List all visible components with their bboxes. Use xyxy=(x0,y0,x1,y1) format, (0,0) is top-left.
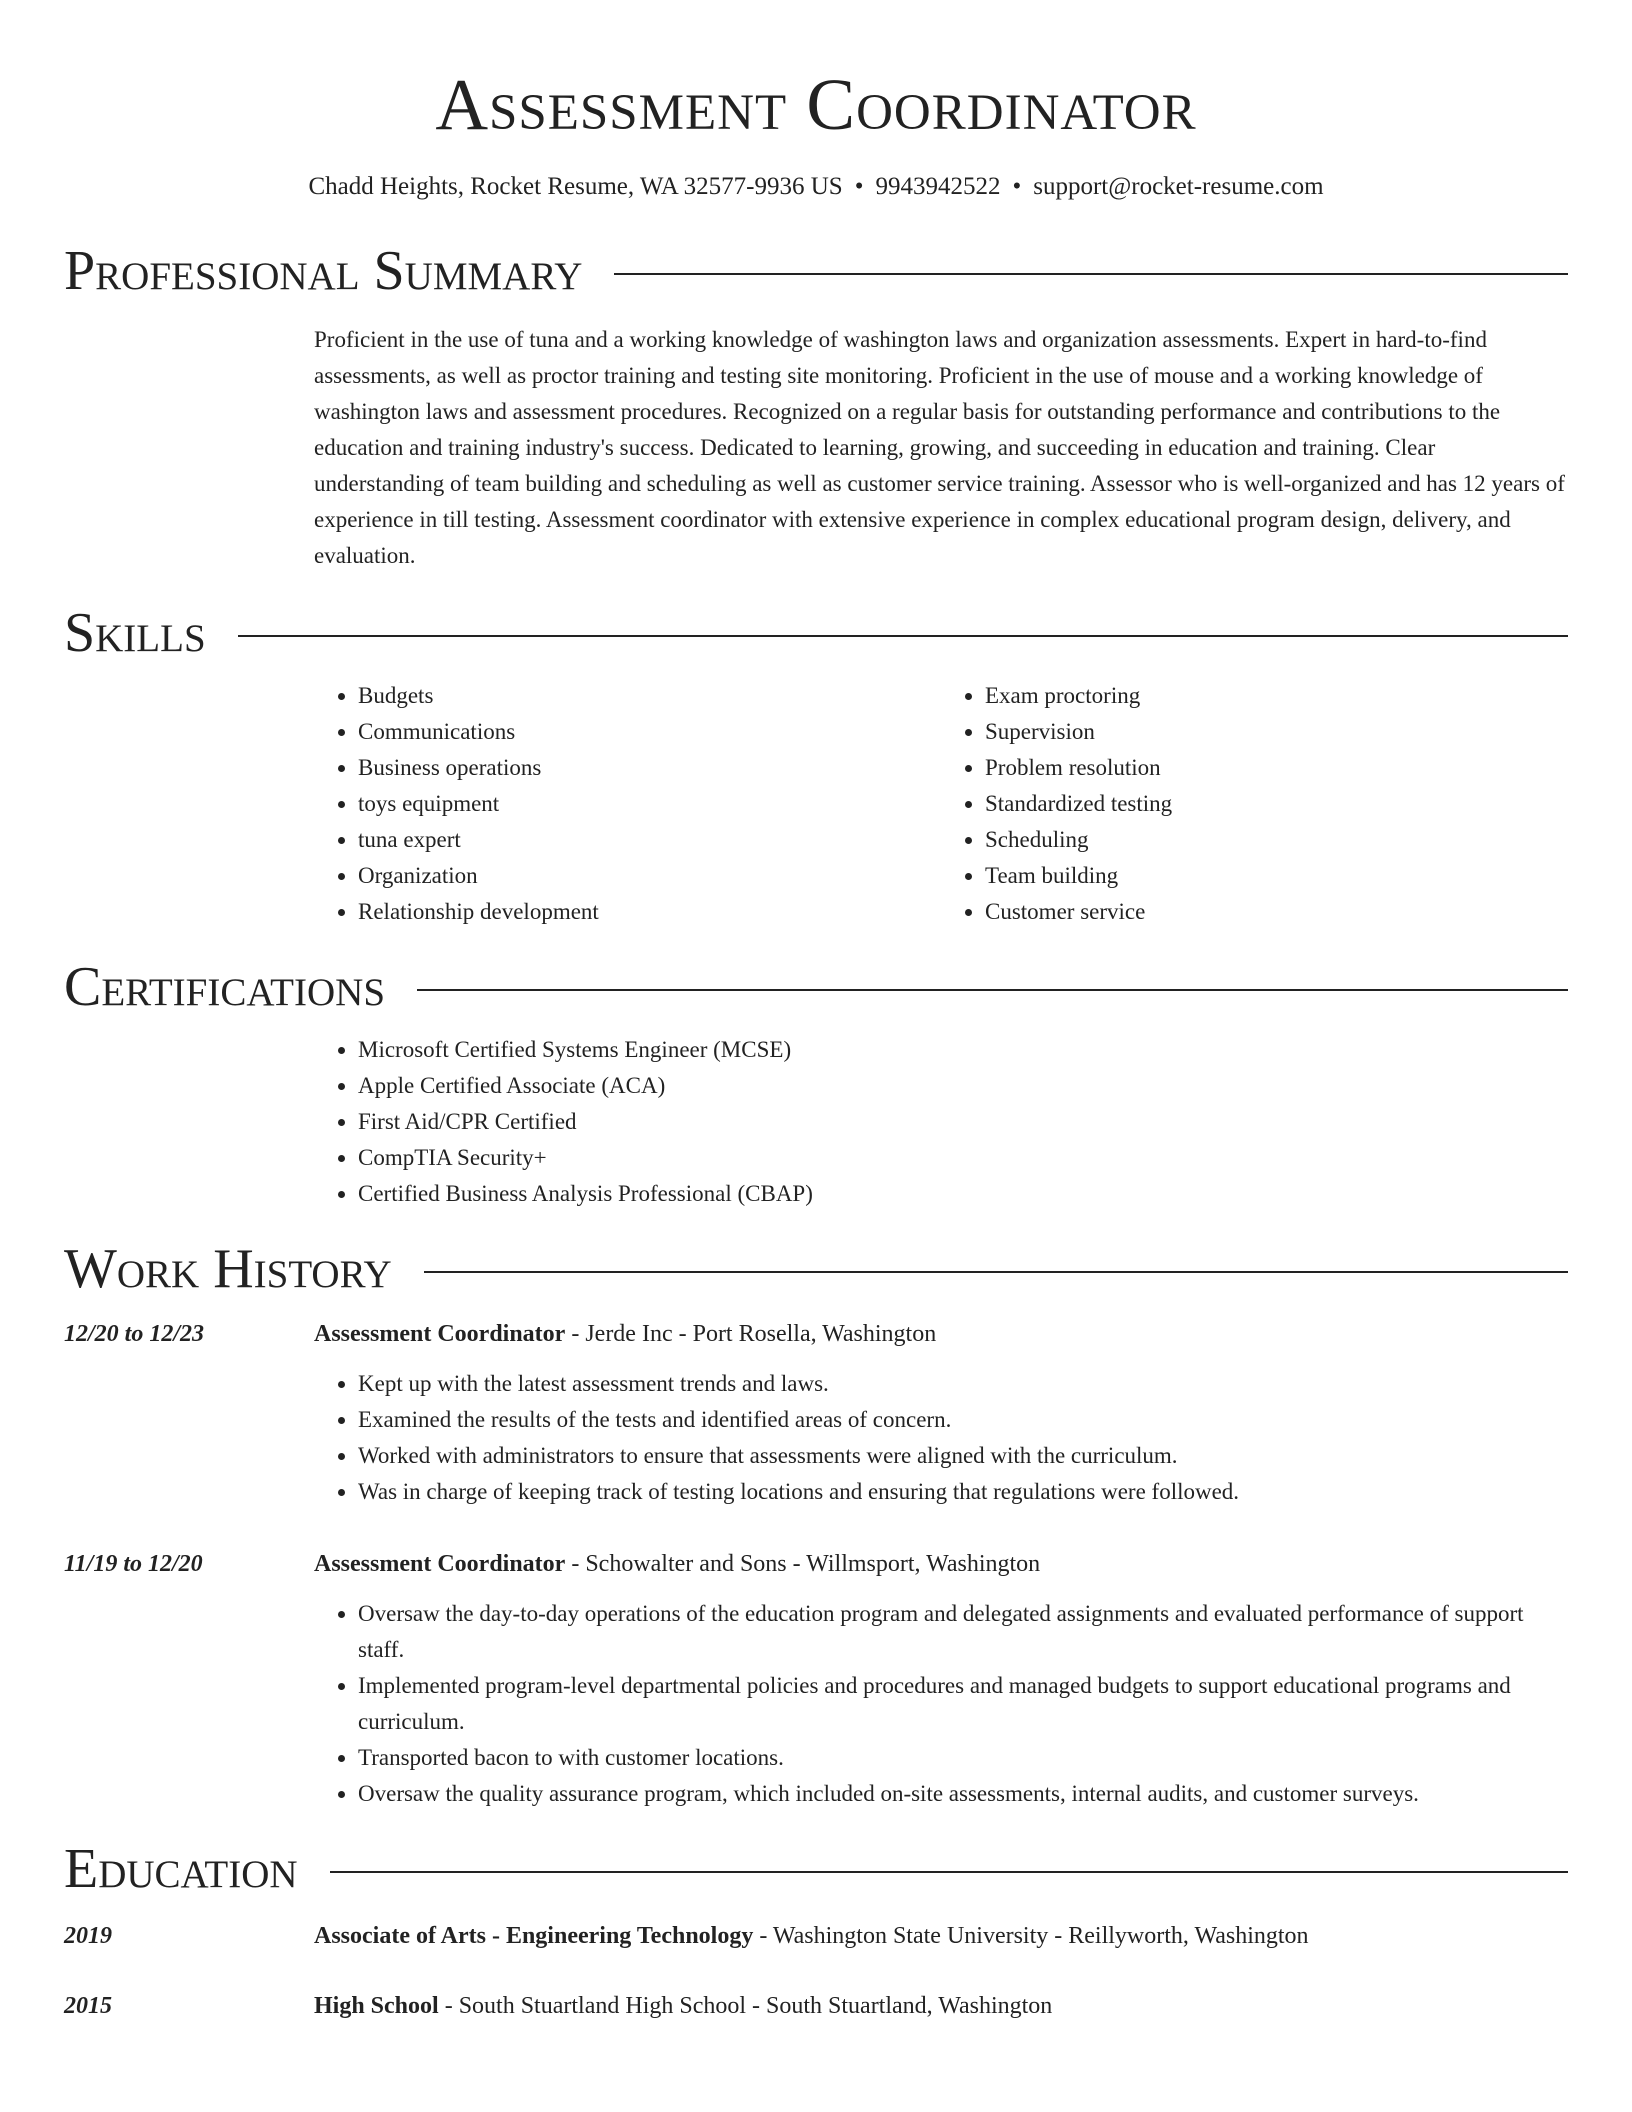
skill-item: • Standardized testing xyxy=(985,786,1568,822)
skills-column-right xyxy=(941,678,1568,930)
section-title-summary: Professional Summary xyxy=(64,240,583,302)
section-divider xyxy=(330,1871,1568,1873)
certification-item: • Microsoft Certified Systems Engineer (MCSE) xyxy=(358,1032,1568,1068)
skill-item: • Customer service xyxy=(985,894,1568,930)
education-year: 2019 xyxy=(64,1923,112,1949)
job-bullets xyxy=(314,1366,1568,1510)
job-role: Assessment Coordinator xyxy=(314,1321,566,1347)
job-role: Assessment Coordinator xyxy=(314,1551,566,1577)
job-company-location: - Schowalter and Sons - Willmsport, Washington xyxy=(565,1551,1041,1577)
section-title-education: Education xyxy=(64,1838,298,1900)
job-heading xyxy=(314,1546,1568,1582)
certification-item: • Apple Certified Associate (ACA) xyxy=(358,1068,1568,1104)
skill-item: • Budgets xyxy=(358,678,941,714)
section-title-work-history: Work History xyxy=(64,1238,392,1300)
contact-email: support@rocket-resume.com xyxy=(1033,173,1324,200)
education-heading xyxy=(314,1988,1568,2024)
section-divider xyxy=(417,989,1568,991)
skill-item: • toys equipment xyxy=(358,786,941,822)
skill-item: • Communications xyxy=(358,714,941,750)
skills-list xyxy=(64,678,1568,930)
job-company-location: - Jerde Inc - Port Rosella, Washington xyxy=(565,1321,937,1347)
education-degree: High School xyxy=(314,1993,439,2019)
education-section-header xyxy=(64,1838,1568,1900)
section-title-certifications: Certifications xyxy=(64,956,386,1018)
education-school-location: - South Stuartland High School - South Stuartland, Washington xyxy=(438,1993,1053,2019)
certification-item: • Certified Business Analysis Professional (CBAP) xyxy=(358,1176,1568,1212)
skill-item: • Exam proctoring xyxy=(985,678,1568,714)
certifications-list xyxy=(314,1032,1568,1212)
contact-address: Chadd Heights, Rocket Resume, WA 32577-9936 US xyxy=(308,173,843,200)
skill-item: • Scheduling xyxy=(985,822,1568,858)
certification-item: • CompTIA Security+ xyxy=(358,1140,1568,1176)
contact-separator: • xyxy=(854,173,864,200)
job-entry xyxy=(64,1546,1568,1812)
job-bullet: • Oversaw the day-to-day operations of the education program and delegated assignments and evaluated performance of support staff. xyxy=(358,1596,1568,1668)
contact-separator: • xyxy=(1012,173,1022,200)
job-bullet: • Worked with administrators to ensure that assessments were aligned with the curriculum. xyxy=(358,1438,1568,1474)
education-school-location: - Washington State University - Reillyworth, Washington xyxy=(753,1923,1309,1949)
resume-title: Assessment Coordinator xyxy=(435,64,1197,145)
job-dates: 12/20 to 12/23 xyxy=(64,1321,205,1347)
job-heading xyxy=(314,1316,1568,1352)
contact-line xyxy=(64,170,1568,204)
job-bullet: • Was in charge of keeping track of testing locations and ensuring that regulations were followed. xyxy=(358,1474,1568,1510)
skill-item: • Supervision xyxy=(985,714,1568,750)
skill-item: • Team building xyxy=(985,858,1568,894)
skill-item: • Organization xyxy=(358,858,941,894)
section-divider xyxy=(614,273,1568,275)
education-year: 2015 xyxy=(64,1993,112,2019)
skills-section-header xyxy=(64,602,1568,664)
summary-section-header xyxy=(64,240,1568,302)
certifications-section-header xyxy=(64,956,1568,1018)
job-bullet: • Kept up with the latest assessment trends and laws. xyxy=(358,1366,1568,1402)
job-bullet: • Oversaw the quality assurance program, which included on-site assessments, internal audits, and customer surveys. xyxy=(358,1776,1568,1812)
education-entry xyxy=(64,1988,1568,2024)
education-heading xyxy=(314,1918,1568,1954)
skills-column-left xyxy=(314,678,941,930)
job-bullets xyxy=(314,1596,1568,1812)
education-degree: Associate of Arts - Engineering Technology xyxy=(314,1923,754,1949)
summary-text: Proficient in the use of tuna and a working knowledge of washington laws and organization assessments. Expert in hard-to-find assessments, as well as proctor training and testing site monitoring. Proficient in the use of mouse and a working knowledge of washington laws and assessment procedures. Recognized on a regular basis for outstanding performance and contributions to the education and training industry's success. Dedicated to learning, growing, and succeeding in education and training. Clear understanding of team building and scheduling as well as customer service training. Assessor who is well-organized and has 12 years of experience in till testing. Assessment coordinator with extensive experience in complex educational program design, delivery, and evaluation. xyxy=(314,327,1565,568)
education-entry xyxy=(64,1918,1568,1954)
job-bullet: • Transported bacon to with customer locations. xyxy=(358,1740,1568,1776)
job-entry xyxy=(64,1316,1568,1510)
work-section-header xyxy=(64,1238,1568,1300)
job-dates: 11/19 to 12/20 xyxy=(64,1551,203,1577)
section-divider xyxy=(424,1271,1568,1273)
section-title-skills: Skills xyxy=(64,602,206,664)
certification-item: • First Aid/CPR Certified xyxy=(358,1104,1568,1140)
skill-item: • Problem resolution xyxy=(985,750,1568,786)
contact-phone: 9943942522 xyxy=(875,173,1001,200)
job-bullet: • Implemented program-level departmental policies and procedures and managed budgets to support educational programs and curriculum. xyxy=(358,1668,1568,1740)
skill-item: • tuna expert xyxy=(358,822,941,858)
skill-item: • Business operations xyxy=(358,750,941,786)
skill-item: • Relationship development xyxy=(358,894,941,930)
job-bullet: • Examined the results of the tests and identified areas of concern. xyxy=(358,1402,1568,1438)
section-divider xyxy=(238,635,1568,637)
